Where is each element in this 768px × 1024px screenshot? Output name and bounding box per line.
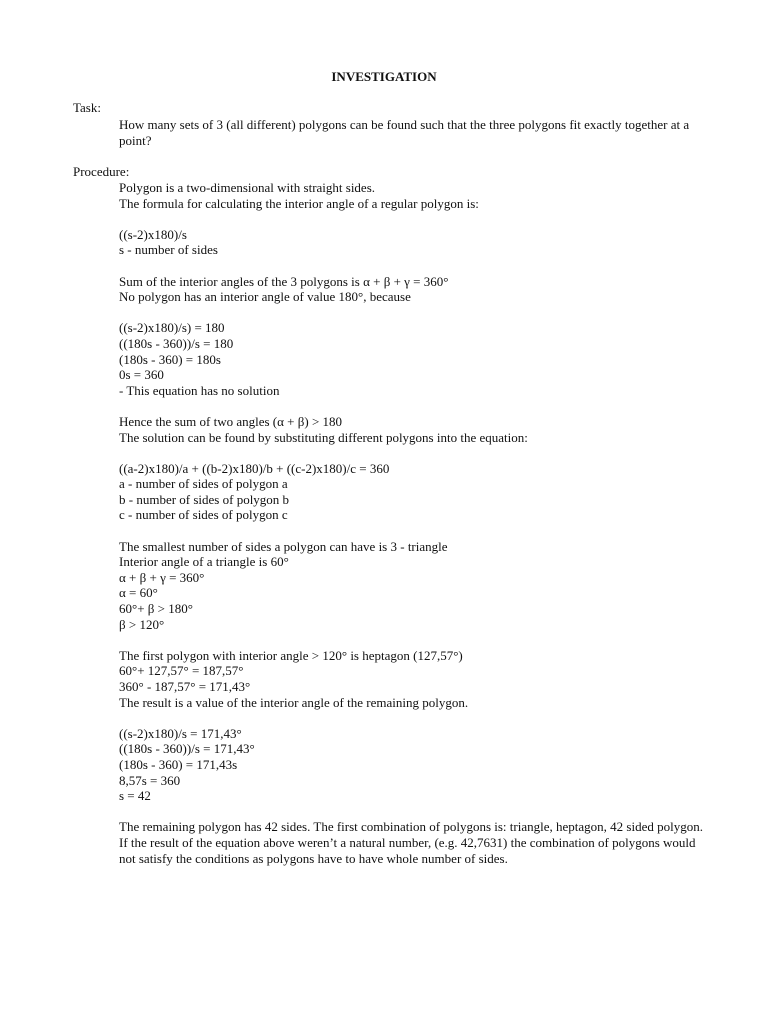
procedure-label: Procedure: (73, 164, 130, 179)
procedure-line (119, 523, 709, 539)
final-paragraph: The remaining polygon has 42 sides. The first combination of polygons is: triangle, heptagon, 42 sided polygon. If the result of the equation above weren’t a natural number, (e.g. 42,7631) the combination of polygons would not satisfy the conditions as polygons have to have whole number of sides. (119, 819, 703, 866)
procedure-line (119, 258, 709, 274)
procedure-line: s = 42 (119, 788, 151, 804)
procedure-line: 0s = 360 (119, 367, 164, 383)
procedure-line: 8,57s = 360 (119, 772, 181, 788)
task-label: Task: (73, 100, 101, 115)
task-text: How many sets of 3 (all different) polygons can be found such that the three polygons fit exactly together at a point? (119, 117, 690, 148)
procedure-line: ((180s - 360))/s = 180 (119, 335, 234, 351)
procedure-line: The result is a value of the interior angle of the remaining polygon. (119, 694, 469, 710)
procedure-line: No polygon has an interior angle of value 180°, because (119, 289, 411, 305)
procedure-line: α + β + γ = 360° (119, 569, 205, 585)
procedure-body (119, 180, 709, 866)
procedure-line (119, 305, 709, 321)
procedure-line: (180s - 360) = 180s (119, 351, 221, 367)
procedure-line: ((s-2)x180)/s (119, 226, 187, 242)
procedure-line: a - number of sides of polygon a (119, 476, 288, 492)
procedure-line: b - number of sides of polygon b (119, 491, 290, 507)
document-title: INVESTIGATION (331, 69, 437, 84)
procedure-line: Interior angle of a triangle is 60° (119, 554, 289, 570)
procedure-line: Hence the sum of two angles (α + β) > 180 (119, 413, 343, 429)
procedure-line: ((a-2)x180)/a + ((b-2)x180)/b + ((c-2)x180)/c = 360 (119, 460, 390, 476)
procedure-line: ((180s - 360))/s = 171,43° (119, 741, 255, 757)
procedure-line: α = 60° (119, 585, 158, 601)
procedure-line: 360° - 187,57° = 171,43° (119, 679, 251, 694)
procedure-line: The first polygon with interior angle > 120° is heptagon (127,57°) (119, 647, 463, 663)
procedure-line: Sum of the interior angles of the 3 polygons is α + β + γ = 360° (119, 273, 449, 289)
procedure-line: s - number of sides (119, 242, 218, 258)
procedure-line: 60°+ 127,57° = 187,57° (119, 663, 244, 679)
procedure-line: 60°+ β > 180° (119, 601, 193, 617)
procedure-line (119, 445, 709, 461)
procedure-line: The smallest number of sides a polygon can have is 3 - triangle (119, 538, 448, 554)
procedure-line (119, 804, 709, 820)
procedure-line: - This equation has no solution (119, 382, 280, 398)
procedure-line: (180s - 360) = 171,43s (119, 756, 238, 772)
procedure-line (119, 211, 709, 227)
procedure-line (119, 710, 709, 726)
procedure-line: c - number of sides of polygon c (119, 507, 288, 523)
procedure-line: Polygon is a two-dimensional with straight sides. (119, 180, 376, 195)
procedure-line: β > 120° (119, 616, 165, 632)
procedure-line: ((s-2)x180)/s = 171,43° (119, 725, 242, 741)
procedure-line (119, 632, 709, 648)
procedure-line (119, 398, 709, 414)
procedure-line: The formula for calculating the interior angle of a regular polygon is: (119, 195, 479, 211)
procedure-line: The solution can be found by substituting different polygons into the equation: (119, 429, 528, 445)
procedure-line: ((s-2)x180)/s) = 180 (119, 320, 225, 336)
